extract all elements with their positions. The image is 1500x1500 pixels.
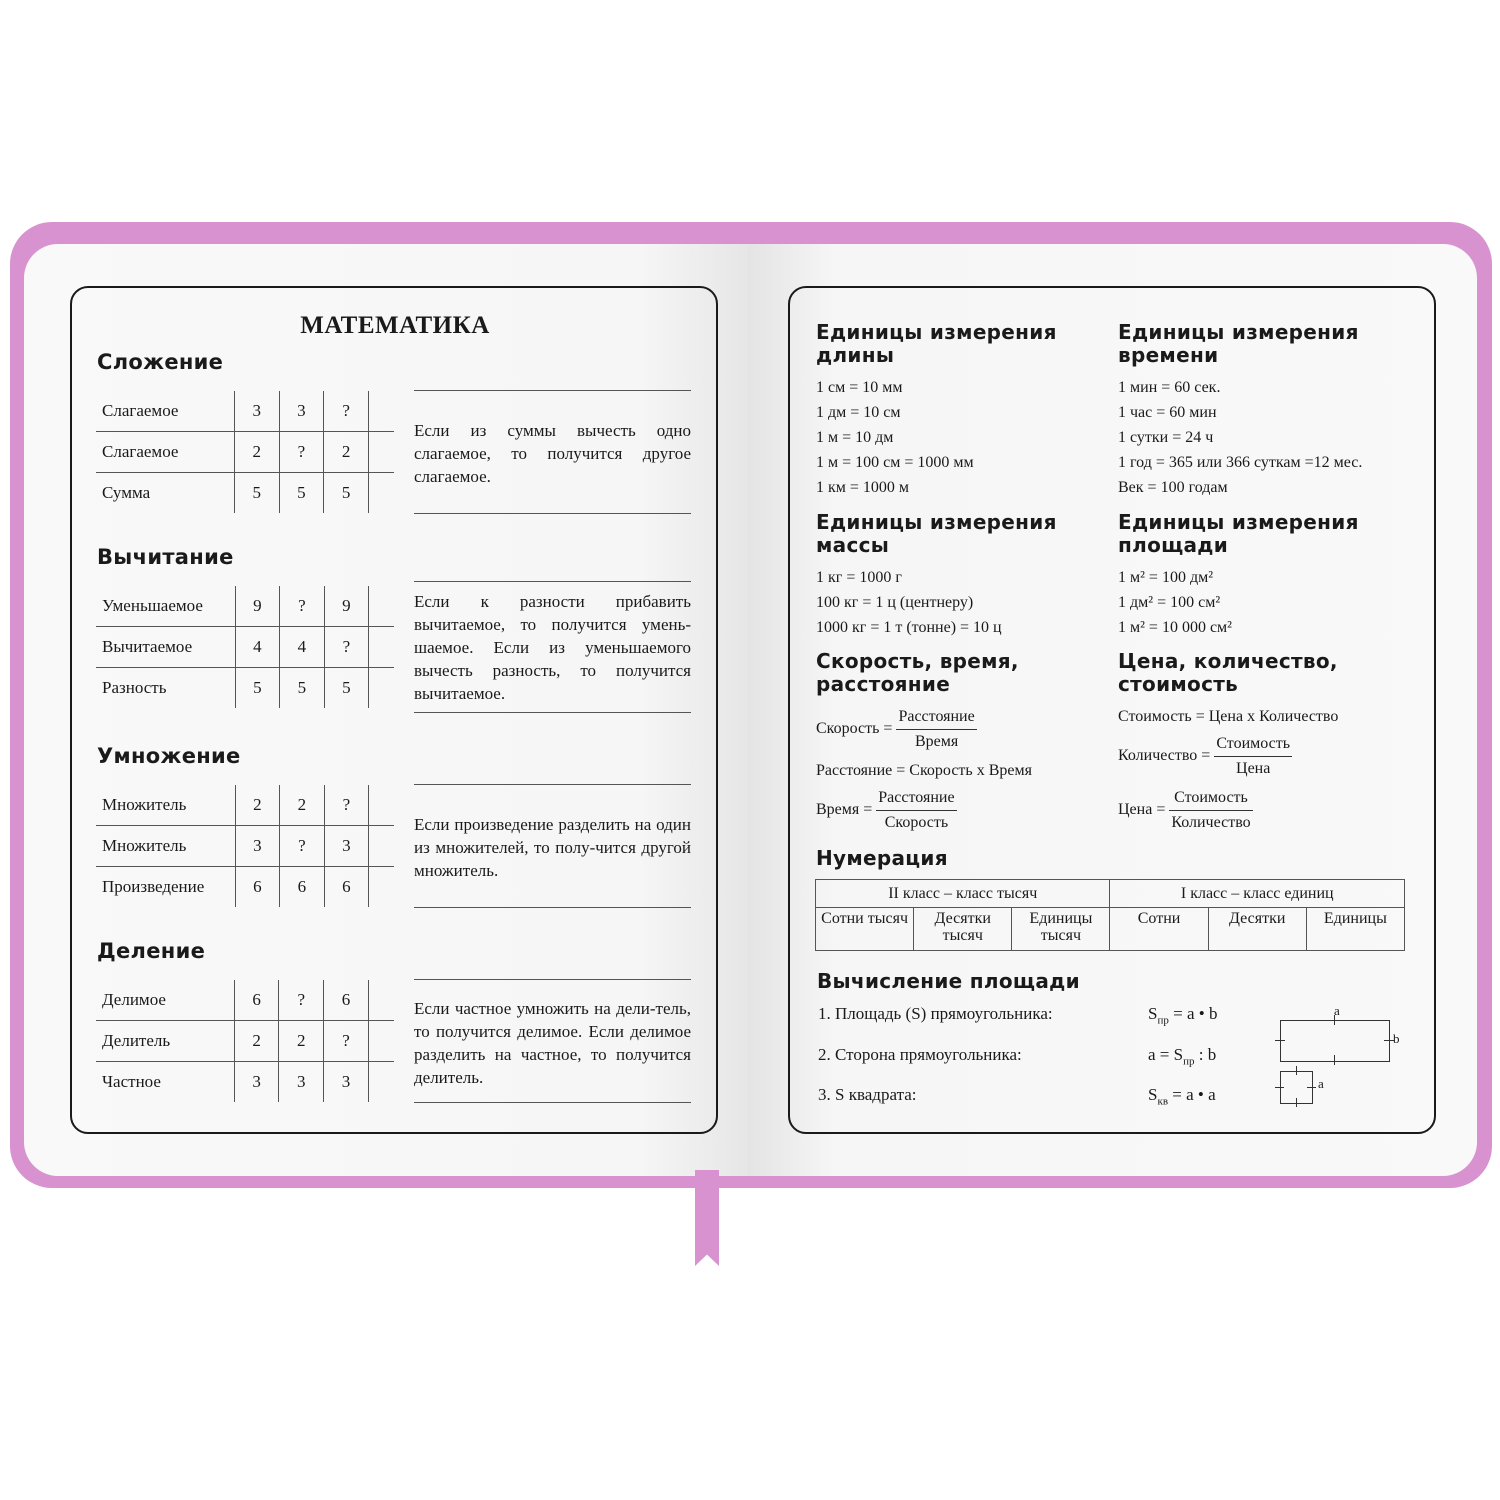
cell-value: 5 xyxy=(234,473,279,514)
cell-empty xyxy=(368,980,394,1021)
table-row xyxy=(96,1062,394,1103)
formula-pre: a = S xyxy=(1148,1045,1184,1064)
section-heading-division: Деление xyxy=(97,939,206,963)
cell-value: 2 xyxy=(234,432,279,473)
numeration-table xyxy=(815,879,1405,951)
table-row xyxy=(96,980,394,1021)
cell-empty xyxy=(368,1021,394,1062)
rule-text-multiplication: Если произведение разделить на один из множителей, то полу-чится другой множитель. xyxy=(414,815,691,880)
col-hundreds: Сотни xyxy=(1110,908,1208,951)
fraction xyxy=(1214,732,1292,781)
row-label: Вычитаемое xyxy=(96,627,235,668)
cell-value: ? xyxy=(280,826,324,867)
section-heading-subtraction: Вычитание xyxy=(97,545,234,569)
list-item: 1 сутки = 24 ч xyxy=(1118,429,1214,446)
formula-quantity xyxy=(1118,732,1292,781)
row-label: Частное xyxy=(96,1062,234,1103)
tick-mark xyxy=(1334,1055,1335,1065)
symbol-s: S xyxy=(1148,1004,1158,1023)
denominator: Скорость xyxy=(884,814,949,831)
cell-empty xyxy=(368,473,394,514)
cell-value: 3 xyxy=(324,1062,369,1103)
page-title: МАТЕМАТИКА xyxy=(300,312,490,339)
heading-price-quantity-cost: Цена, количество, стоимость xyxy=(1118,649,1338,696)
area-item-3: 3. S квадрата: xyxy=(818,1085,917,1104)
subscript: пр xyxy=(1157,1014,1169,1027)
list-item: 1 км = 1000 м xyxy=(816,479,910,496)
formula-rect-side xyxy=(1148,1045,1216,1067)
row-label: Уменьшаемое xyxy=(96,586,235,627)
numerator: Расстояние xyxy=(876,786,956,811)
heading-mass-units: Единицы измерения массы xyxy=(816,510,1057,557)
cell-value: 2 xyxy=(235,785,279,826)
rule-divider xyxy=(414,784,691,785)
list-item: 1 м = 100 см = 1000 мм xyxy=(816,454,974,471)
cell-value: 5 xyxy=(235,668,279,709)
col-hundreds-thousands: Сотни тысяч xyxy=(816,908,914,951)
cell-empty xyxy=(369,586,394,627)
list-item: 1 м = 10 дм xyxy=(816,429,894,446)
formula-cost: Стоимость = Цена х Количество xyxy=(1118,708,1339,725)
tick-mark xyxy=(1307,1087,1316,1088)
formula-rect-area xyxy=(1148,1004,1217,1026)
subscript: кв xyxy=(1157,1095,1169,1108)
heading-length-units: Единицы измерения длины xyxy=(816,320,1057,367)
formula-left: Время = xyxy=(816,801,873,819)
cell-value: 5 xyxy=(324,668,368,709)
col-tens: Десятки xyxy=(1208,908,1306,951)
cell-value: 2 xyxy=(234,1021,279,1062)
formula-square-area xyxy=(1148,1085,1216,1107)
cell-value: 5 xyxy=(324,473,369,514)
numerator: Стоимость xyxy=(1169,786,1252,811)
row-label: Сумма xyxy=(96,473,234,514)
list-item: Век = 100 годам xyxy=(1118,479,1228,496)
cell-value: 6 xyxy=(324,980,369,1021)
row-label: Множитель xyxy=(96,785,235,826)
cell-value: 6 xyxy=(235,867,279,908)
formula-rest: = a • a xyxy=(1168,1085,1216,1104)
row-label: Множитель xyxy=(96,826,235,867)
cell-empty xyxy=(368,391,394,432)
cell-value: 3 xyxy=(235,826,279,867)
subscript: пр xyxy=(1183,1055,1195,1068)
area-item-2: 2. Сторона прямоугольника: xyxy=(818,1045,1022,1064)
rule-text-subtraction: Если к разности прибавить вычитаемое, то получится умень-шаемое. Если из уменьшаемого вычесть разность, то получится вычитаемое. xyxy=(414,592,691,703)
heading-numeration: Нумерация xyxy=(816,846,948,870)
col-units-thousands: Единицы тысяч xyxy=(1012,908,1110,951)
row-label: Слагаемое xyxy=(96,391,234,432)
cell-value: ? xyxy=(324,1021,369,1062)
denominator: Время xyxy=(914,733,959,750)
list-item: 1 см = 10 мм xyxy=(816,379,903,396)
cell-value: 3 xyxy=(279,391,324,432)
list-item: 1 дм² = 100 см² xyxy=(1118,594,1221,611)
cell-value: 4 xyxy=(235,627,279,668)
tick-mark xyxy=(1296,1066,1297,1075)
cell-value: 6 xyxy=(280,867,324,908)
cell-value: 2 xyxy=(324,432,369,473)
bookmark-ribbon[interactable] xyxy=(695,1170,719,1266)
rule-divider xyxy=(414,513,691,514)
subtraction-table xyxy=(96,586,394,708)
cell-empty xyxy=(368,432,394,473)
table-row xyxy=(96,432,394,473)
symbol-s: S xyxy=(1148,1085,1158,1104)
list-item: 1 м² = 10 000 см² xyxy=(1118,619,1232,636)
formula-distance: Расстояние = Скорость х Время xyxy=(816,762,1032,779)
cell-empty xyxy=(369,867,394,908)
table-row xyxy=(816,880,1405,908)
formula-rest: : b xyxy=(1194,1045,1217,1064)
table-row xyxy=(96,867,394,908)
col-tens-thousands: Десятки тысяч xyxy=(914,908,1012,951)
area-units-list xyxy=(1118,565,1232,640)
cell-value: ? xyxy=(279,980,324,1021)
cell-value: 9 xyxy=(235,586,279,627)
formula-price xyxy=(1118,786,1253,835)
multiplication-table xyxy=(96,785,394,907)
heading-time-units: Единицы измерения времени xyxy=(1118,320,1359,367)
cell-value: ? xyxy=(324,785,368,826)
cell-value: 2 xyxy=(280,785,324,826)
cell-value: 5 xyxy=(279,473,324,514)
cell-empty xyxy=(369,785,394,826)
table-row xyxy=(96,785,394,826)
table-row xyxy=(96,627,394,668)
list-item: 1 час = 60 мин xyxy=(1118,404,1217,421)
cell-value: ? xyxy=(279,432,324,473)
list-item: 1 м² = 100 дм² xyxy=(1118,569,1214,586)
cell-empty xyxy=(369,668,394,709)
row-label: Произведение xyxy=(96,867,235,908)
label-side-b: b xyxy=(1393,1031,1400,1046)
formula-time xyxy=(816,786,957,835)
tick-mark xyxy=(1275,1040,1285,1041)
fraction xyxy=(876,786,956,835)
class-units: I класс – класс единиц xyxy=(1110,880,1405,908)
formula-left: Количество = xyxy=(1118,747,1211,765)
heading-area-calculation: Вычисление площади xyxy=(817,969,1080,993)
numerator: Стоимость xyxy=(1214,732,1292,757)
time-units-list xyxy=(1118,375,1362,500)
denominator: Цена xyxy=(1236,760,1271,777)
cell-value: 4 xyxy=(280,627,324,668)
row-label: Слагаемое xyxy=(96,432,234,473)
table-row xyxy=(816,908,1405,951)
label-side-a: a xyxy=(1334,1003,1340,1018)
fraction xyxy=(1169,786,1252,835)
cell-value: 3 xyxy=(234,1062,279,1103)
cell-empty xyxy=(369,826,394,867)
list-item: 1000 кг = 1 т (тонне) = 10 ц xyxy=(816,619,1002,636)
cell-value: 2 xyxy=(279,1021,324,1062)
list-item: 1 год = 365 или 366 суткам =12 мес. xyxy=(1118,454,1363,471)
fraction xyxy=(896,705,976,754)
cell-value: 6 xyxy=(234,980,279,1021)
mass-units-list xyxy=(816,565,1002,640)
table-row xyxy=(96,668,394,709)
rule-divider xyxy=(414,712,691,713)
row-label: Делимое xyxy=(96,980,234,1021)
rectangle-diagram xyxy=(1280,1020,1390,1062)
col-units: Единицы xyxy=(1306,908,1404,951)
cell-empty xyxy=(369,627,394,668)
section-heading-addition: Сложение xyxy=(97,350,224,374)
rule-divider xyxy=(414,390,691,391)
cell-value: 5 xyxy=(280,668,324,709)
cell-value: 3 xyxy=(234,391,279,432)
formula-speed xyxy=(816,705,977,754)
table-row xyxy=(96,1021,394,1062)
row-label: Разность xyxy=(96,668,235,709)
formula-rest: = a • b xyxy=(1168,1004,1218,1023)
table-row xyxy=(96,391,394,432)
cell-value: ? xyxy=(324,627,368,668)
cell-value: 6 xyxy=(324,867,368,908)
numerator: Расстояние xyxy=(896,705,976,730)
cell-empty xyxy=(368,1062,394,1103)
list-item: 1 мин = 60 сек. xyxy=(1118,379,1221,396)
denominator: Количество xyxy=(1171,814,1251,831)
cell-value: 9 xyxy=(324,586,368,627)
label-square-side: a xyxy=(1318,1076,1324,1091)
row-label: Делитель xyxy=(96,1021,234,1062)
class-thousands: II класс – класс тысяч xyxy=(816,880,1110,908)
table-row xyxy=(96,473,394,514)
list-item: 1 кг = 1000 г xyxy=(816,569,902,586)
rule-text-division: Если частное умножить на дели-тель, то получится делимое. Если делимое разделить на частное, то получится делитель. xyxy=(414,999,691,1087)
rule-divider xyxy=(414,1102,691,1103)
division-table xyxy=(96,980,394,1102)
area-item-1: 1. Площадь (S) прямоугольника: xyxy=(818,1004,1053,1023)
formula-left: Скорость = xyxy=(816,720,893,738)
addition-table xyxy=(96,391,394,513)
cell-value: 3 xyxy=(279,1062,324,1103)
list-item: 1 дм = 10 см xyxy=(816,404,901,421)
length-units-list xyxy=(816,375,974,500)
rule-text-addition: Если из суммы вычесть одно слагаемое, то получится другое слагаемое. xyxy=(414,421,691,486)
formula-left: Цена = xyxy=(1118,801,1166,819)
tick-mark xyxy=(1275,1087,1284,1088)
heading-area-units: Единицы измерения площади xyxy=(1118,510,1359,557)
section-heading-multiplication: Умножение xyxy=(97,744,241,768)
rule-divider xyxy=(414,979,691,980)
rule-divider xyxy=(414,581,691,582)
list-item: 100 кг = 1 ц (центнеру) xyxy=(816,594,974,611)
cell-value: ? xyxy=(324,391,369,432)
heading-speed-time-distance: Скорость, время, расстояние xyxy=(816,649,1019,696)
table-row xyxy=(96,586,394,627)
cell-value: 3 xyxy=(324,826,368,867)
rule-divider xyxy=(414,907,691,908)
cell-value: ? xyxy=(280,586,324,627)
table-row xyxy=(96,826,394,867)
tick-mark xyxy=(1296,1098,1297,1107)
